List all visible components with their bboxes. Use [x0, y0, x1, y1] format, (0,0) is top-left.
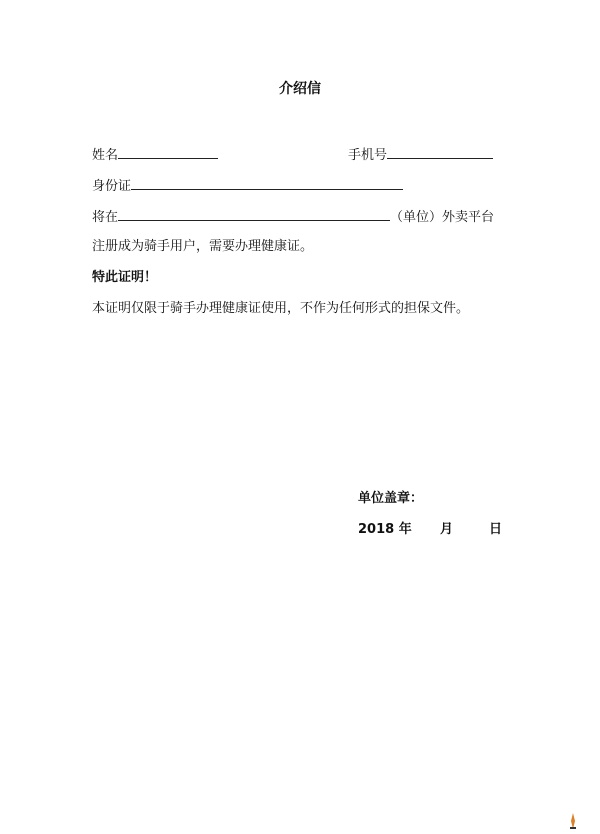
unit-platform-label: （单位）外卖平台 — [390, 210, 495, 225]
phone-row — [348, 145, 493, 165]
unit-blank[interactable] — [118, 207, 390, 221]
phone-label: 手机号 — [348, 148, 388, 163]
date-day: 日 — [489, 522, 503, 537]
phone-blank[interactable] — [387, 145, 493, 159]
name-blank[interactable] — [118, 145, 218, 159]
id-row — [92, 176, 403, 196]
name-row — [92, 145, 218, 165]
corner-mark-icon — [568, 812, 578, 830]
id-blank[interactable] — [131, 176, 403, 190]
usage-text: 本证明仅限于骑手办理健康证使用，不作为任何形式的担保文件。 — [92, 301, 470, 316]
unit-row — [92, 207, 494, 227]
id-label: 身份证 — [92, 179, 132, 194]
name-label: 姓名 — [92, 148, 119, 163]
date-month: 月 — [440, 522, 454, 537]
letter-title: 介绍信 — [279, 81, 321, 97]
register-text: 注册成为骑手用户，需要办理健康证。 — [92, 239, 314, 254]
date-year: 2018 年 — [358, 522, 412, 537]
seal-label: 单位盖章： — [358, 491, 424, 506]
certify-text: 特此证明！ — [92, 270, 158, 285]
will-at-label: 将在 — [92, 210, 119, 225]
